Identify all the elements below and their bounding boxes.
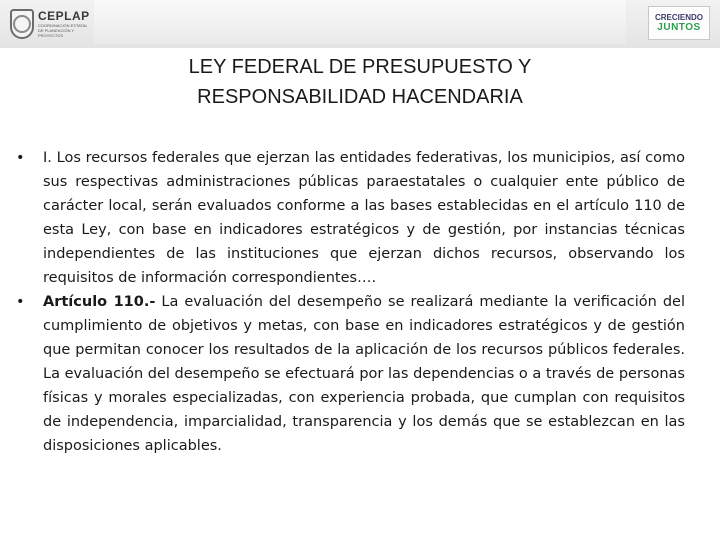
bullet-item-2 [16, 290, 685, 458]
slide-title-line-2: RESPONSABILIDAD HACENDARIA [197, 86, 523, 108]
ceplap-logo-name: CEPLAP [38, 9, 90, 23]
ceplap-logo [10, 6, 92, 42]
ceplap-logo-subtitle: COORDINACIÓN ESTATAL DE PLANEACIÓN Y PROYECTOS [38, 23, 88, 38]
header-band [0, 0, 720, 48]
creciendo-juntos-logo [648, 6, 710, 40]
slide-title [110, 52, 610, 112]
bullet-lead: Artículo 110.- [43, 294, 156, 310]
bullet-text: La evaluación del desempeño se realizará mediante la verificación del cumplimiento de objetivos y metas, con base en indicadores estratégicos y de gestión que permitan conocer los resultados de la aplicación de los recursos públicos federales. La evaluación del desempeño se efectuará por las dependencias o a través de personas físicas y morales especializadas, con experiencia probada, que cumplan con requisitos de independencia, imparcialidad, transparencia y los demás que se establezcan en las disposiciones aplicables. [43, 294, 685, 454]
header-band-center [94, 0, 626, 44]
bullet-item-1 [16, 146, 685, 290]
slide-content [16, 146, 685, 458]
creciendo-juntos-line1: CRECIENDO [654, 13, 703, 22]
bullet-marker: • [16, 150, 25, 166]
state-seal-icon [10, 9, 34, 39]
slide-title-line-1: LEY FEDERAL DE PRESUPUESTO Y [188, 56, 532, 78]
creciendo-juntos-line2: JUNTOS [657, 22, 701, 33]
bullet-text: I. Los recursos federales que ejerzan las entidades federativas, los municipios, así como sus respectivas administraciones públicas paraestatales o cualquier ente público de carácter local, serán evaluados conforme a las bases establecidas en el artículo 110 de esta Ley, con base en indicadores estratégicos y de gestión, por instancias técnicas independientes de las instituciones que ejerzan dichos recursos, observando los requisitos de información correspondientes…. [43, 150, 685, 286]
bullet-marker: • [16, 294, 25, 310]
